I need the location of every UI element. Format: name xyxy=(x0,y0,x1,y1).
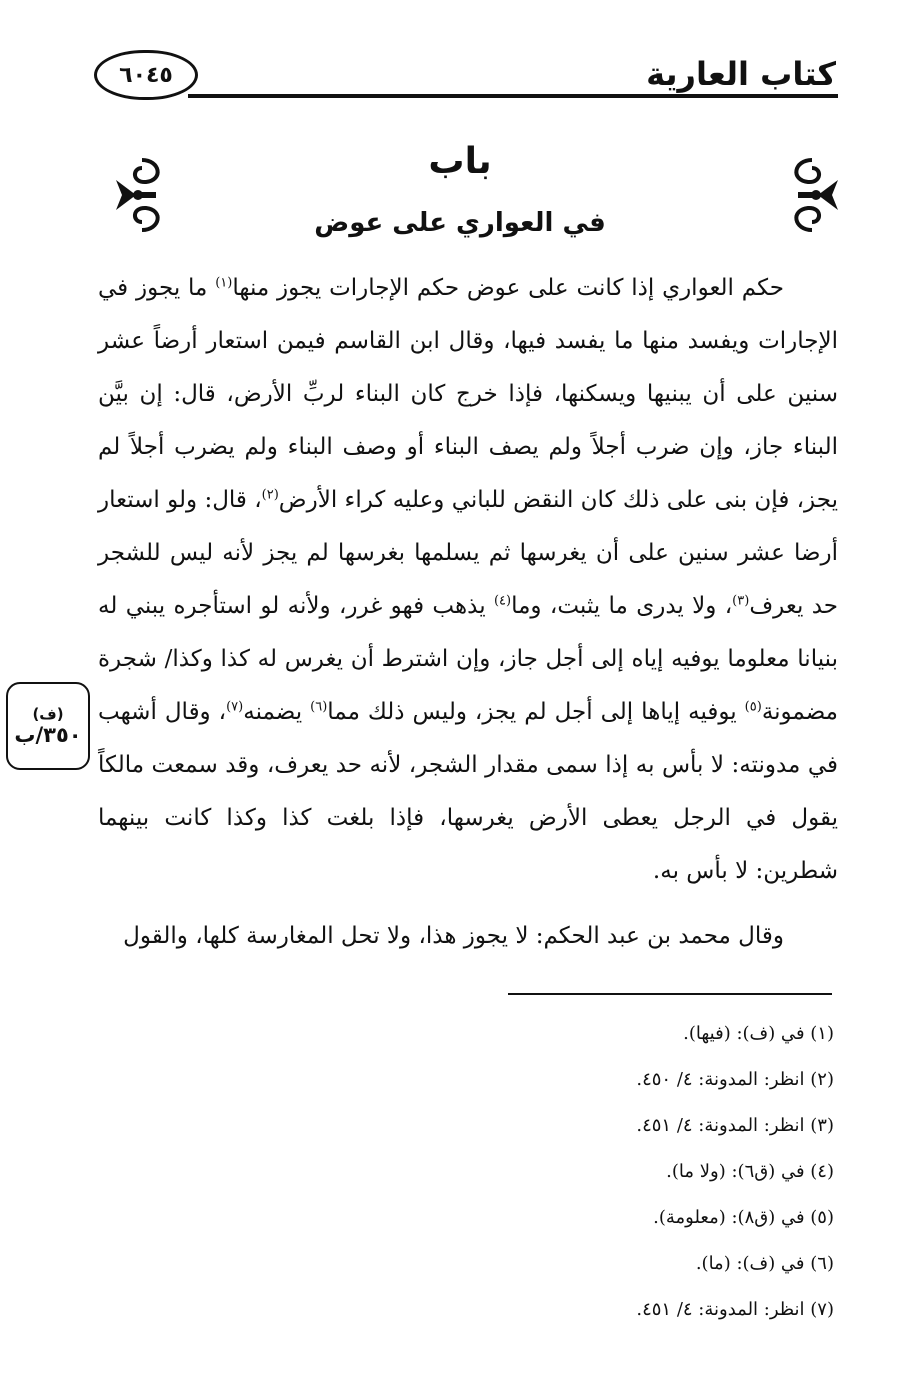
footnote: (٧) انظر: المدونة: ٤/ ٤٥١. xyxy=(636,1299,834,1320)
footnote: (١) في (ف): (فيها). xyxy=(683,1023,834,1044)
footnotes xyxy=(300,1020,834,1342)
text-run: يذهب فهو غرر، ولأنه لو استأجره يبني له بنيانا معلوما يوفيه إياه إلى أجل جاز، وإن اشترط أن يغرس له كذا وكذا/ شجرة مضمونة xyxy=(98,593,838,725)
chapter-subtitle: في العواري على عوض xyxy=(314,208,606,238)
chapter-title: باب xyxy=(428,141,492,182)
manuscript-folio-note xyxy=(6,682,90,770)
text-run: ، وقال أشهب في مدونته: لا بأس به إذا سمى مقدار الشجر، لأنه حد يعرف، وقد سمعت مالكاً يقول في الرجل يعطى الأرض يغرسها، فإذا بلغت كذا وكذا كانت بينهما شطرين: لا بأس به. xyxy=(98,699,838,884)
paragraph-1 xyxy=(98,262,838,898)
text-run: حكم العواري إذا كانت على عوض حكم الإجارات يجوز منها xyxy=(232,275,784,301)
footnote-separator xyxy=(508,993,832,995)
folio-number: ٣٥٠/ب xyxy=(14,723,82,747)
folio-source: (ف) xyxy=(32,705,64,723)
text-run: يوفيه إياها إلى أجل لم يجز، وليس ذلك مما xyxy=(327,699,745,725)
main-text xyxy=(98,262,838,963)
text-run: يضمنه xyxy=(243,699,311,725)
footnote: (٦) في (ف): (ما). xyxy=(695,1253,834,1274)
footnote: (٥) في (ق٨): (معلومة). xyxy=(653,1207,834,1228)
footnote: (٢) انظر: المدونة: ٤/ ٤٥٠. xyxy=(636,1069,834,1090)
text-run: ، قال: ولو استعار أرضا عشر سنين على أن يغرسها ثم يسلمها بغرسها لم يجز لأنه ليس للشجر حد يعرف xyxy=(98,487,838,619)
footnote: (٣) انظر: المدونة: ٤/ ٤٥١. xyxy=(636,1115,834,1136)
page-number-badge xyxy=(94,50,198,100)
footnote-ref: (٦) xyxy=(310,699,328,715)
running-header-title: كتاب العارية xyxy=(646,55,836,93)
header-rule xyxy=(188,94,838,98)
paragraph-2: وقال محمد بن عبد الحكم: لا يجوز هذا، ولا تحل المغارسة كلها، والقول xyxy=(123,923,784,949)
footnote-ref: (١) xyxy=(215,275,233,291)
page-number: ٦٠٤٥ xyxy=(119,62,173,88)
footnote: (٤) في (ق٦): (ولا ما). xyxy=(666,1161,834,1182)
footnote-ref: (٣) xyxy=(732,593,750,609)
text-run: ، ولا يدرى ما يثبت، وما xyxy=(511,593,733,619)
footnote-ref: (٧) xyxy=(226,699,244,715)
footnote-ref: (٥) xyxy=(744,699,762,715)
text-run: ما يجوز في الإجارات ويفسد منها ما يفسد فيها، وقال ابن القاسم فيمن استعار أرضاً عشر سنين على أن يبنيها ويسكنها، فإذا خرج كان البناء لربِّ الأرض، قال: إن بيَّن البناء جاز، وإن ضرب أجلاً ولم يصف البناء أو وصف البناء ولم يضرب أجلاً لم يجز، فإن بنى على ذلك كان النقض للباني وعليه كراء الأرض xyxy=(98,275,838,513)
footnote-ref: (٢) xyxy=(261,487,279,503)
footnote-ref: (٤) xyxy=(493,593,512,609)
